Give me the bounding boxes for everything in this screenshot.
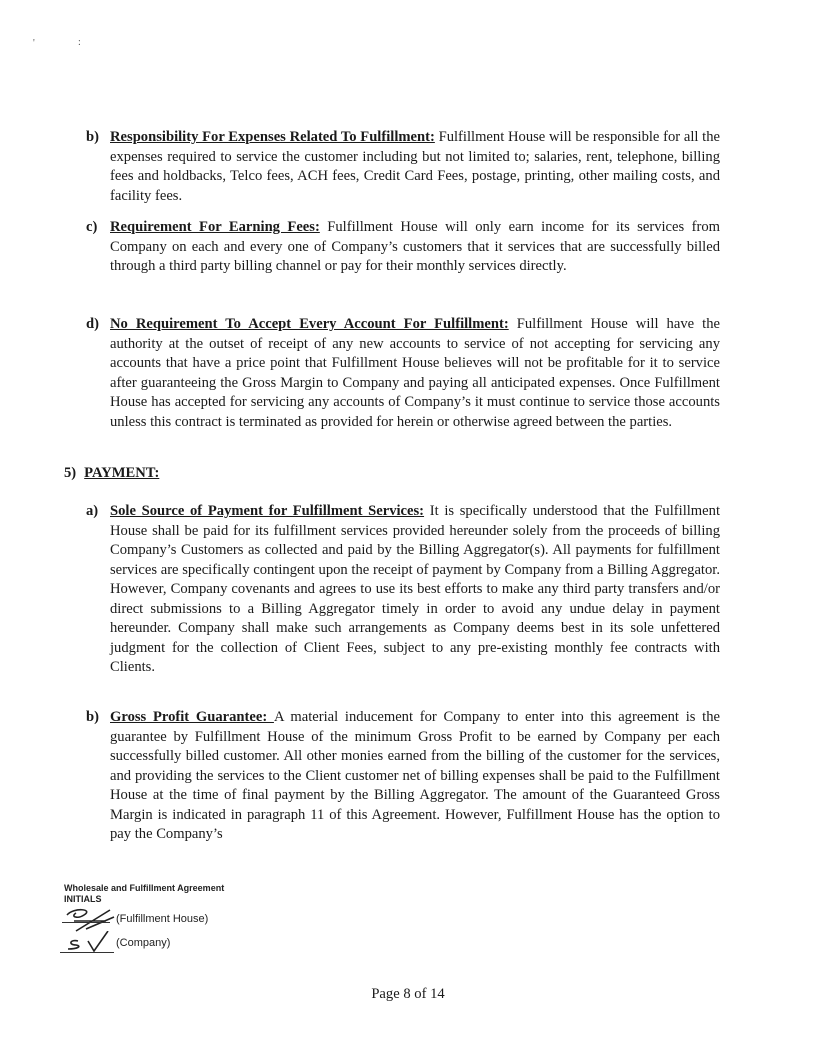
- clause-4b: [86, 128, 720, 206]
- clause-5a: [86, 502, 720, 678]
- clause-text: Fulfillment House will only earn income for its services from Company on each and every one of Company’s customers that it services that are successfully billed through a third party billing channel or pay for their monthly services directly.: [110, 219, 720, 274]
- clause-text: A material inducement for Company to enter into this agreement is the guarantee by Fulfillment House of the minimum Gross Profit to be earned by Company per each successfully billed customer. All other monies earned from the billing of the customer for the services, and providing the services to the Client customer net of billing expenses shall be paid to the Fulfillment House at the time of final payment by the Billing Aggregator. The amount of the Guaranteed Gross Margin is indicated in paragraph 11 of this Agreement. However, Fulfillment House has the option to pay the Company’s: [110, 709, 720, 842]
- clause-4d: [86, 315, 720, 432]
- clause-5b: [86, 708, 720, 845]
- section-title: PAYMENT:: [84, 465, 160, 481]
- initials-label: INITIALS: [64, 894, 102, 904]
- clause-heading: Gross Profit Guarantee:: [110, 709, 274, 725]
- section-heading-payment: [64, 465, 159, 482]
- clause-marker: c): [86, 219, 98, 235]
- clause-marker: a): [86, 503, 99, 519]
- scan-speck-right: :: [78, 37, 81, 48]
- clause-heading: Responsibility For Expenses Related To Fulfillment:: [110, 129, 435, 145]
- initials-line: [60, 952, 114, 953]
- section-number: 5): [64, 465, 77, 481]
- signature-initials-icon: [64, 931, 124, 957]
- clause-text: It is specifically understood that the Fulfillment House shall be paid for its fulfillment services provided hereunder solely from the proceeds of billing Company’s Customers as collected and paid by the Billing Aggregator(s). All payments for fulfillment services are specifically contingent upon the receipt of payment by Company from a Billing Aggregator. However, Company covenants and agrees to use its best efforts to make any third party transfers and/or direct submissions to a Billing Aggregator timely in order to avoid any undue delay in payment hereunder. Company shall make such arrangements as Company deems best in its sole unfettered judgment for the collection of Client Fees, subject to any pre-existing monthly fee contracts with Clients.: [110, 503, 720, 675]
- initials-company: [64, 931, 324, 955]
- initials-block: [64, 883, 324, 955]
- scan-speck-left: ': [33, 38, 35, 49]
- clause-4c: [86, 218, 720, 277]
- agreement-title: Wholesale and Fulfillment Agreement: [64, 883, 225, 893]
- clause-heading: Sole Source of Payment for Fulfillment Services:: [110, 503, 425, 519]
- initials-line: [62, 922, 110, 923]
- fulfillment-house-label: (Fulfillment House): [116, 913, 209, 925]
- page-number: Page 8 of 14: [371, 986, 445, 1002]
- initials-fulfillment-house: [64, 907, 324, 931]
- clause-marker: b): [86, 129, 99, 145]
- clause-marker: b): [86, 709, 99, 725]
- clause-heading: Requirement For Earning Fees:: [110, 219, 320, 235]
- clause-heading: No Requirement To Accept Every Account For Fulfillment:: [110, 316, 509, 332]
- clause-text: Fulfillment House will have the authority at the outset of receipt of any new accounts to service of not accepting for servicing any accounts that have a price point that Fulfillment House believes will not be profitable for it to service after guaranteeing the Gross Margin to Company and paying all anticipated expenses. Once Fulfillment House has accepted for servicing any accounts of Company’s it must continue to service those accounts unless this contract is terminated as provided for herein or otherwise agreed between the parties.: [110, 316, 720, 430]
- clause-marker: d): [86, 316, 99, 332]
- clause-text: Fulfillment House will be responsible for all the expenses required to service the customer including but not limited to; salaries, rent, telephone, billing fees and holdbacks, Telco fees, ACH fees, Credit Card Fees, postage, printing, other mailing costs, and facility fees.: [110, 129, 721, 204]
- company-label: (Company): [116, 937, 171, 949]
